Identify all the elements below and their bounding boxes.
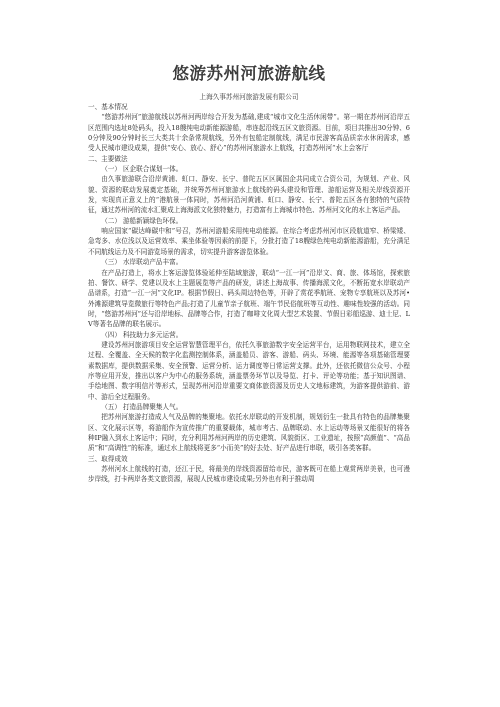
paragraph: “悠游苏州河”旅游航线以苏州河两岸综合开发为基础,建成“城市文化生活休闲带”。第一期在苏州河沿岸五区范围内选址8处码头，投入18艘纯电动新能源游船，串连起沿线五区文旅资源。目前，项目共推出30分钟、60分钟及90分钟时长三大类共十余条常规航线，另外有包船定制航线，满足市民游客高品质亲水休闲需求，感受人民城市建设成果，提供“安心、放心、舒心”的苏州河旅游水上航线，打造苏州河“水上会客厅 — [88, 113, 410, 153]
paragraph: 建设苏州河旅游项目安全运营智慧管理平台，依托久事旅游数字安全运营平台，运用物联网技术，建立全过程、全覆盖、全天候的数字化监测控制体系，涵盖船员、游客、游船、码头、环境、能源等各项基础管理要素数据库，提供数据采集、安全预警、运营分析、运力调度等日常运营支撑。此外，还依托微信公众号、小程序等应用开发，推出以客户为中心的服务系统，涵盖票务环节以及导览、打卡、评论等功能；基于知识图谱、手绘地图、数字明信片等形式，呈现苏州河沿岸重要文商体旅资源及历史人文地标建筑，为游客提供游前、游中、游后全过程服务。 — [88, 340, 410, 401]
paragraph: 响应国家“碳达峰碳中和”号召，苏州河游船采用纯电动能源。在综合考虑苏州河市区段航道窄、桥梁矮、急弯多、水位浅以及运营效率、乘坐体验等因素的前提下，分批打造了18艘绿色纯电动新能源游船，充分满足不同航线运力及不同游览场景的需求，切实提升游客游览体验。 — [88, 227, 410, 256]
section-heading-basic-info: 一、基本情况 — [88, 103, 128, 111]
subsection-number: （三） — [101, 258, 121, 267]
subsection-title: 打造品牌聚集人气。 — [122, 402, 183, 411]
section-heading-main-practices: 二、主要做法 — [88, 154, 128, 163]
document-page — [88, 60, 410, 485]
paragraph: 把苏州河旅游打造成人气及品牌的集聚地。依托水岸联动的开发机制，规划衍生一批具有特色的品牌集聚区、文化展示区等，将游船作为宣传推广的重要载体，城市考古、品牌联动、水上运动等场景又能很好的将各种IP融入到水上客运中；同时，充分利用苏州河两岸的历史建筑、风貌街区、工业遗址，按照“高颜值”、“高品质”和“高调性”的标准，通过水上航线将更多“小而美”的好去处、好产品进行串联，吸引各类客群。 — [88, 413, 410, 453]
subsection-number: （四） — [101, 330, 121, 339]
subsection-heading — [88, 257, 410, 267]
paragraph: 由久事旅游联合沿岸黄浦、虹口、静安、长宁、普陀五区区属国企共同成立合资公司，为规划、产业、风貌、资源的联动发展奠定基础，并统筹苏州河旅游水上航线的码头建设和管理、游船运营及相关岸线资源开发，实现真正意义上的“港航景一体同时，苏州河沿河黄浦、虹口、静安、长宁、普陀五区各有独特的气质特征，通过苏州河的流水汇聚成上海海派文化独特魅力，打造富有上海城市特色、苏州河文化的水上客运产品。 — [88, 175, 410, 215]
subsection-number: （二） — [101, 216, 121, 225]
subsection-heading — [88, 402, 410, 412]
paragraph: 在产品打造上，将水上客运游览体验延伸至陆域旅游，联动“一江一河”沿岸文、商、旅、体场馆，探索旅拍、餐饮、研学、党建以及水上主题展览等产品的研发，讲述上海故事、传播海派文化，不断拓宽水岸联动产品谱系，打造“一江一河”文化IP。根据节假日、码头周边特色等，开辟了赏花季航班、宠物专享航班以及苏河•外滩源建筑导览微旅行等特色产品;打造了儿童节亲子航班、端午节民俗航班等互动性、趣味性较强的活动。同时，“悠游苏州河”还与沿岸地标、品牌等合作，打造了咖啡文化周大型艺术装置、节假日彩船巡游、迪士尼、LV等著名品牌的联名展示。 — [88, 268, 410, 329]
subsection-heading — [88, 164, 410, 174]
subsection-title: 水岸联动产品丰富。 — [122, 258, 183, 267]
subsection-title: 区企联合谋划一体。 — [122, 165, 183, 174]
subsection-number: （一） — [101, 165, 121, 174]
document-body — [88, 102, 410, 485]
document-title: 悠游苏州河旅游航线 — [172, 64, 326, 83]
subsection-heading — [88, 216, 410, 226]
section-heading-results: 三、取得成效 — [88, 454, 128, 463]
subsection-heading — [88, 330, 410, 340]
subsection-number: （五） — [101, 402, 121, 411]
paragraph: 苏州河水上航线的打造，还江于民，将最美的岸线资源留给市民，游客既可在船上观赏两岸美景，也可漫步岸线，打卡两岸各类文旅资源，展现人民城市建设成果;另外也有利于推动周 — [88, 465, 410, 484]
subsection-title: 科技助力多元运营。 — [122, 330, 183, 339]
document-subtitle: 上海久事苏州河旅游发展有限公司 — [199, 93, 299, 101]
subsection-title: 游船新颖绿色环保。 — [122, 216, 183, 225]
